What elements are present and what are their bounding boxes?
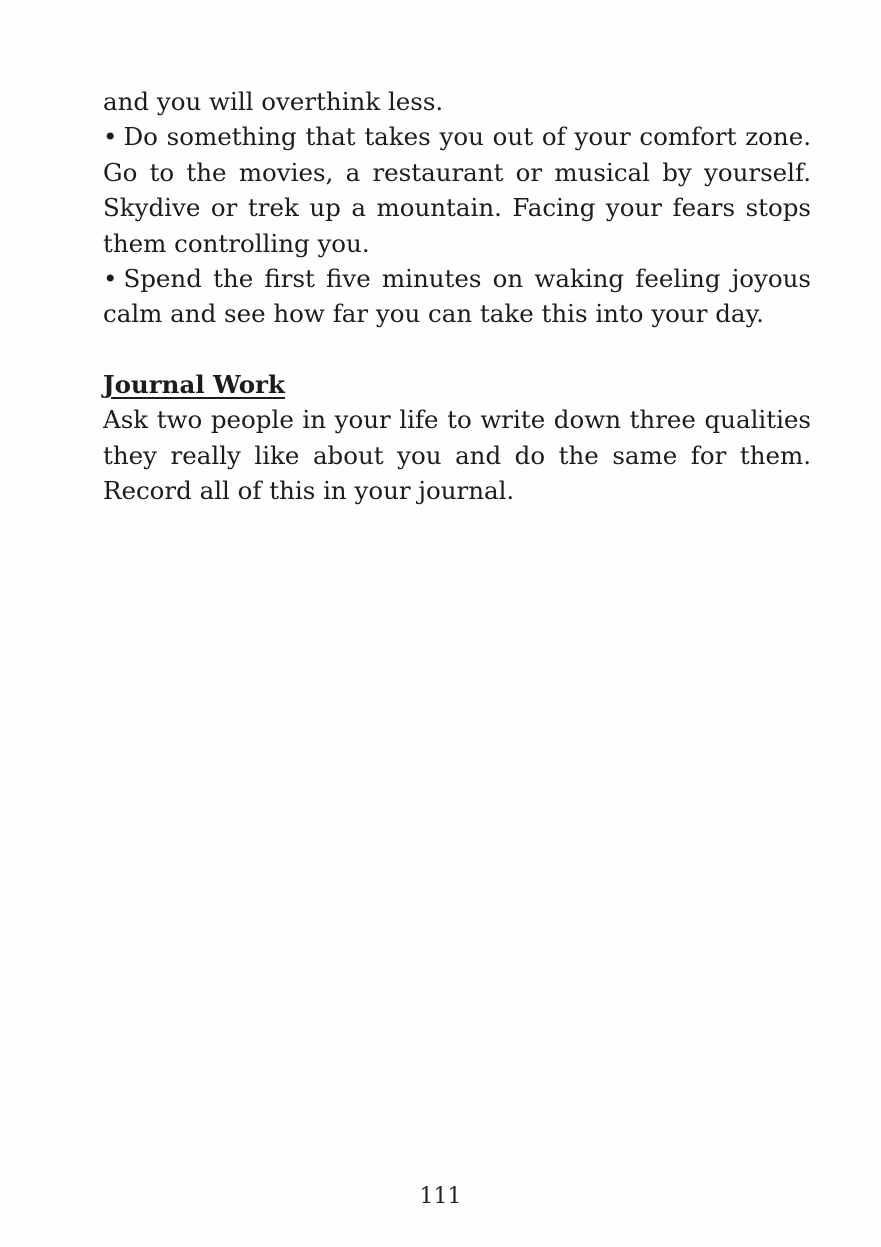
section-body: Ask two people in your life to write down three qualities they really like about you and do the same for them. Record all of this in your journal. [103,405,811,506]
bullet-text: Do something that takes you out of your comfort zone. Go to the movies, a restaurant or musical by yourself. Skydive or trek up a mountain. Facing your fears stops them controlling you. [103,122,811,258]
bullet-text: Spend the first five minutes on waking feeling joyous calm and see how far you can take this into your day. [103,264,811,329]
page-body [103,84,811,508]
intro-line: and you will overthink less. [103,87,444,116]
paragraph-gap [103,332,811,367]
bullet-icon: • [103,122,118,152]
bullet-item [103,261,811,332]
bullet-item [103,119,811,261]
page-number: 111 [419,1184,462,1209]
bullet-icon: • [103,264,118,294]
section-heading: Journal Work [103,369,285,399]
